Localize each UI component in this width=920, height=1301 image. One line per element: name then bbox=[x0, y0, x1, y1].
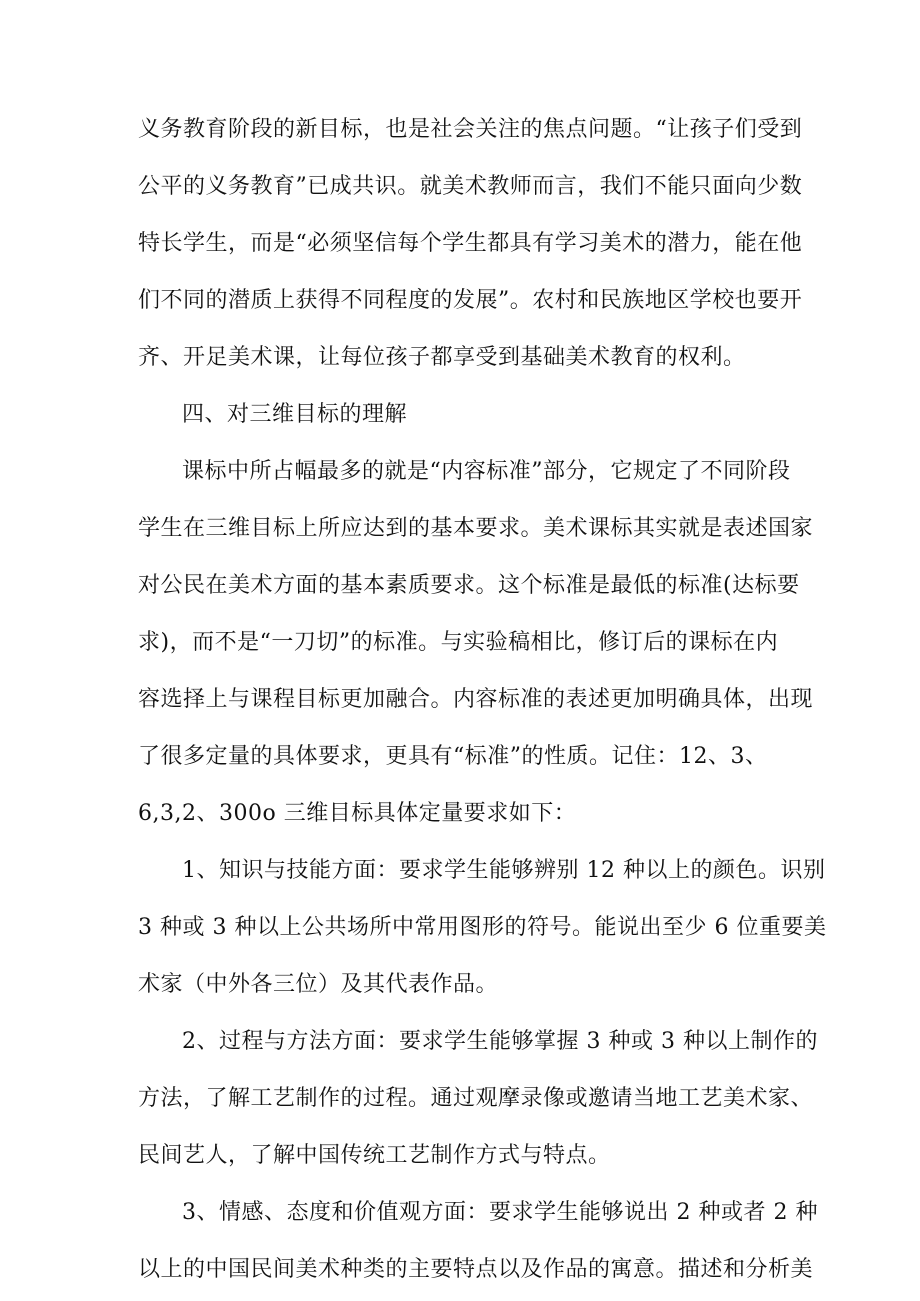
text-line: 了很多定量的具体要求，更具有“标准”的性质。记住：12、3、 bbox=[138, 744, 768, 769]
text-line: 课标中所占幅最多的就是“内容标准”部分，它规定了不同阶段 bbox=[182, 459, 791, 484]
text-line: 以上的中国民间美术种类的主要特点以及作品的寓意。描述和分析美 bbox=[138, 1257, 814, 1282]
list-item-3: 3、情感、态度和价值观方面：要求学生能够说出 2 种或者 2 种 bbox=[182, 1200, 818, 1225]
text-line: 6,3,2、300o 三维目标具体定量要求如下： bbox=[138, 801, 577, 826]
text-line: 对公民在美术方面的基本素质要求。这个标准是最低的标准(达标要 bbox=[138, 573, 800, 598]
text-line: 义务教育阶段的新目标，也是社会关注的焦点问题。“让孩子们受到 bbox=[138, 117, 803, 142]
text-line: 们不同的潜质上获得不同程度的发展”。农村和民族地区学校也要开 bbox=[138, 288, 803, 313]
text-line: 3 种或 3 种以上公共场所中常用图形的符号。能说出至少 6 位重要美 bbox=[138, 915, 827, 940]
list-item-1: 1、知识与技能方面：要求学生能够辨别 12 种以上的颜色。识别 bbox=[182, 858, 826, 883]
list-item-2: 2、过程与方法方面：要求学生能够掌握 3 种或 3 种以上制作的 bbox=[182, 1029, 818, 1054]
text-line: 学生在三维目标上所应达到的基本要求。美术课标其实就是表述国家 bbox=[138, 516, 814, 541]
text-line: 求)，而不是“一刀切”的标准。与实验稿相比，修订后的课标在内 bbox=[138, 630, 779, 655]
text-line: 齐、开足美术课，让每位孩子都享受到基础美术教育的权利。 bbox=[138, 345, 746, 370]
text-line: 公平的义务教育”已成共识。就美术教师而言，我们不能只面向少数 bbox=[138, 174, 803, 199]
text-line: 容选择上与课程目标更加融合。内容标准的表述更加明确具体，出现 bbox=[138, 687, 814, 712]
text-line: 民间艺人，了解中国传统工艺制作方式与特点。 bbox=[138, 1143, 611, 1168]
text-line: 术家（中外各三位）及其代表作品。 bbox=[138, 972, 499, 997]
text-line: 方法，了解工艺制作的过程。通过观摩录像或邀请当地工艺美术家、 bbox=[138, 1086, 814, 1111]
text-line: 特长学生，而是“必须坚信每个学生都具有学习美术的潜力，能在他 bbox=[138, 231, 803, 256]
section-heading: 四、对三维目标的理解 bbox=[182, 402, 408, 427]
